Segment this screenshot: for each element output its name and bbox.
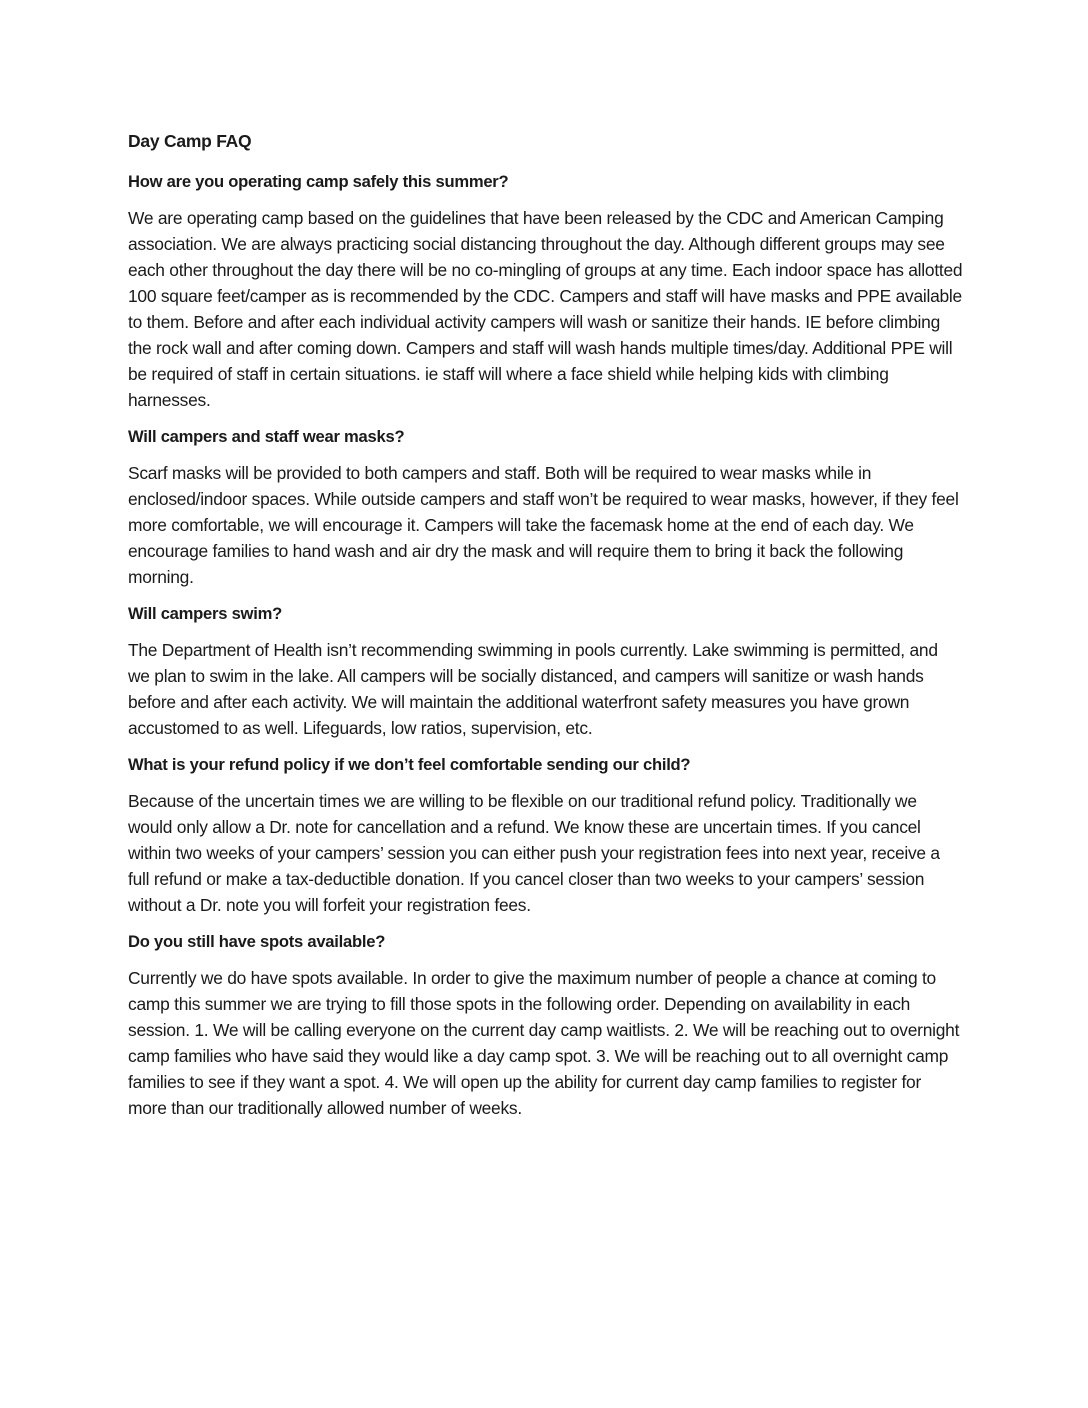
faq-question-spots-available: Do you still have spots available?: [128, 932, 386, 951]
faq-answer-operating-safely: We are operating camp based on the guidelines that have been released by the CDC and American Camping association. We are always practicing social distancing throughout the day. Although different groups may see each other throughout the day there will be no co-mingling of groups at any time. Each indoor space has allotted 100 square feet/camper as is recommended by the CDC. Campers and staff will have masks and PPE available to them. Before and after each individual activity campers will wash or sanitize their hands. IE before climbing the rock wall and after coming down. Campers and staff will wash hands multiple times/day. Additional PPE will be required of staff in certain situations. ie staff will where a face shield while helping kids with climbing harnesses.: [128, 208, 963, 410]
faq-question-operating-safely: How are you operating camp safely this summer?: [128, 172, 509, 191]
faq-answer-refund-policy: Because of the uncertain times we are willing to be flexible on our traditional refund policy. Traditionally we would only allow a Dr. note for cancellation and a refund. We know these are uncertain times. If you cancel within two weeks of your campers’ session you can either push your registration fees into next year, receive a full refund or make a tax-deductible donation. If you cancel closer than two weeks to your campers’ session without a Dr. note you will forfeit your registration fees.: [128, 791, 940, 915]
document-title: Day Camp FAQ: [128, 131, 252, 151]
faq-answer-spots-available: Currently we do have spots available. In order to give the maximum number of people a chance at coming to camp this summer we are trying to fill those spots in the following order. Depending on availability in each session. 1. We will be calling everyone on the current day camp waitlists. 2. We will be reaching out to overnight camp families who have said they would like a day camp spot. 3. We will be reaching out to all overnight camp families to see if they want a spot. 4. We will open up the ability for current day camp families to register for more than our traditionally allowed number of weeks.: [128, 968, 960, 1118]
document-body: [128, 128, 964, 1132]
faq-question-masks: Will campers and staff wear masks?: [128, 427, 405, 446]
faq-answer-swim: The Department of Health isn’t recommending swimming in pools currently. Lake swimming is permitted, and we plan to swim in the lake. All campers will be socially distanced, and campers will sanitize or wash hands before and after each activity. We will maintain the additional waterfront safety measures you have grown accustomed to as well. Lifeguards, low ratios, supervision, etc.: [128, 640, 938, 738]
faq-question-swim: Will campers swim?: [128, 604, 282, 623]
faq-question-refund-policy: What is your refund policy if we don’t feel comfortable sending our child?: [128, 755, 691, 774]
faq-answer-masks: Scarf masks will be provided to both campers and staff. Both will be required to wear masks while in enclosed/indoor spaces. While outside campers and staff won’t be required to wear masks, however, if they feel more comfortable, we will encourage it. Campers will take the facemask home at the end of each day. We encourage families to hand wash and air dry the mask and will require them to bring it back the following morning.: [128, 463, 959, 587]
